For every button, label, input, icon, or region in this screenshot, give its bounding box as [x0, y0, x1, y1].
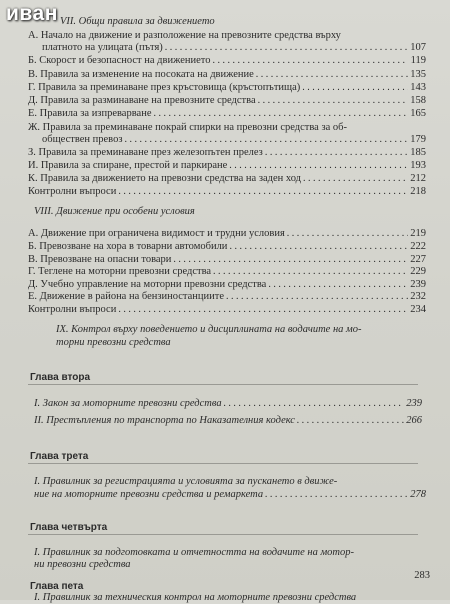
section-title-continued: торни превозни средства	[56, 337, 171, 348]
toc-entry: В. Превозване на опасни товари . . . 227	[28, 254, 426, 266]
toc-entry: Б. Превозване на хора в товарни автомобили . . . 222	[28, 241, 426, 253]
toc-entry: Е. Правила за изпреварване . . . 165	[28, 108, 426, 120]
toc-entry: Б. Скорост и безопасност на движението . . . 119	[28, 55, 426, 67]
toc-entry: Д. Учебно управление на моторни превозни средства . . . 239	[28, 279, 426, 291]
section-title: VII. Общи правила за движението	[60, 16, 215, 27]
toc-entry: Контролни въпроси . . . 218	[28, 186, 426, 198]
toc-entry: К. Правила за движението на превозни средства на заден ход . . . 212	[28, 173, 426, 185]
toc-entry: И. Правила за спиране, престой и паркиране . . . 193	[28, 160, 426, 172]
divider	[28, 463, 418, 464]
toc-entry: ни превозни средства	[34, 559, 131, 570]
toc-entry: I. Закон за моторните превозни средства . . . 239	[34, 398, 422, 410]
chapter-heading: Глава втора	[30, 372, 90, 383]
toc-entry: Ж. Правила за преминаване покрай спирки на превозни средства за об-	[28, 122, 347, 133]
toc-entry: I. Правилник за техническия контрол на моторните превозни средства	[34, 592, 357, 603]
toc-entry: обществен превоз . . . 179	[42, 134, 426, 146]
toc-entry: платното на улицата (пътя) . . . 107	[42, 42, 426, 54]
divider	[28, 384, 418, 385]
toc-entry: Контролни въпроси . . . 234	[28, 304, 426, 316]
toc-entry: В. Правила за изменение на посоката на движение . . . 135	[28, 69, 426, 81]
section-title: VIII. Движение при особени условия	[34, 206, 195, 217]
section-title: IX. Контрол върху поведението и дисциплината на водачите на мо-	[56, 324, 362, 335]
divider	[28, 534, 418, 535]
toc-entry: З. Правила за преминаване през железопътен прелез . . . 185	[28, 147, 426, 159]
watermark-logo: иван	[6, 2, 58, 25]
toc-entry: II. Престъпления по транспорта по Наказателния кодекс . . . 266	[34, 415, 422, 427]
toc-entry: ние на моторните превозни средства и ремаркета . . . 278	[34, 489, 426, 501]
toc-entry: Д. Правила за разминаване на превозните средства . . . 158	[28, 95, 426, 107]
chapter-heading: Глава пета	[30, 581, 84, 592]
toc-entry: Е. Движение в района на бензиностанциите . . . 232	[28, 291, 426, 303]
toc-entry: Г. Правила за преминаване през кръстовища (кръстопътища) . . . 143	[28, 82, 426, 94]
chapter-heading: Глава трета	[30, 451, 89, 462]
toc-entry: I. Правилник за подготовката и отчетността на водачите на мотор-	[34, 547, 354, 558]
chapter-heading: Глава четвърта	[30, 522, 108, 533]
toc-entry: А. Движение при ограничена видимост и трудни условия . . . 219	[28, 228, 426, 240]
toc-entry: I. Правилник за регистрацията и условията за пускането в движе-	[34, 476, 338, 487]
toc-entry: А. Начало на движение и разположение на превозните средства върху	[28, 30, 341, 41]
page-number: 283	[414, 570, 430, 581]
toc-entry: Г. Теглене на моторни превозни средства . . . 229	[28, 266, 426, 278]
